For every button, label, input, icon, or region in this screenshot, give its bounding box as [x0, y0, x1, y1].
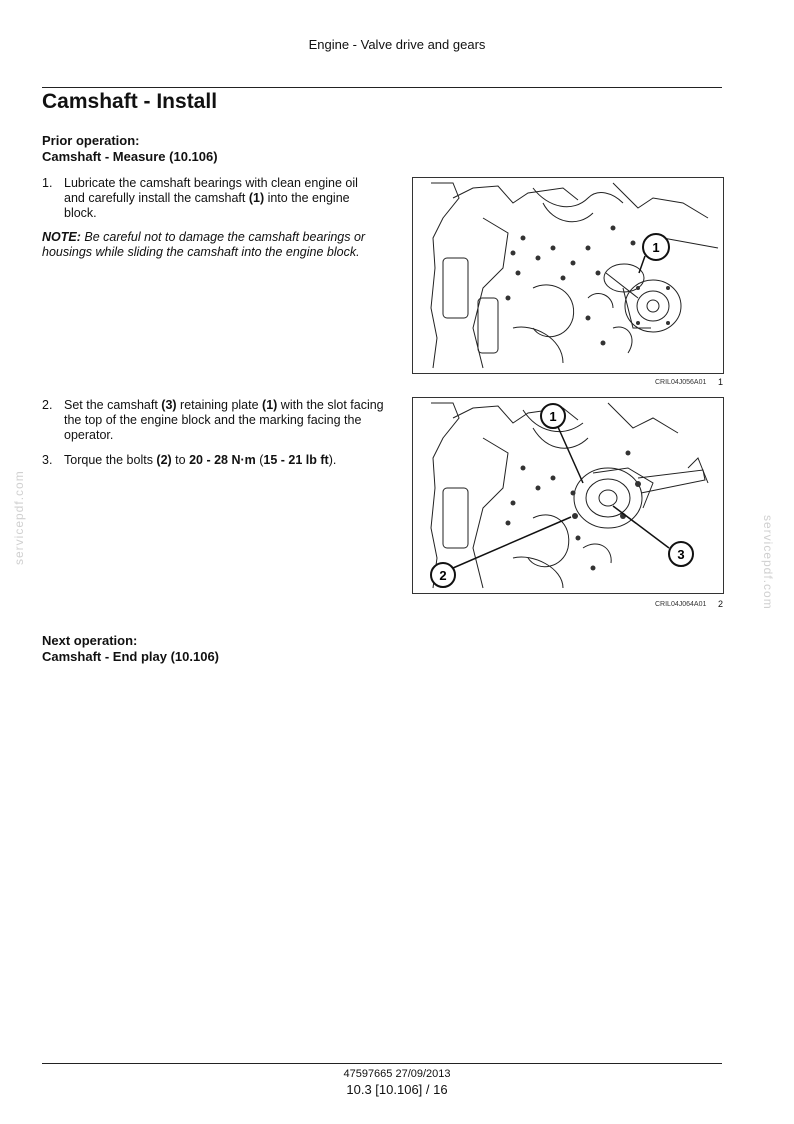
step-1 [42, 176, 382, 221]
next-operation-label: Next operation: [42, 633, 138, 648]
watermark-left: servicepdf.com [12, 470, 26, 565]
step-emphasis: (1) [248, 191, 265, 205]
next-operation-link[interactable]: Camshaft - End play (10.106) [42, 649, 219, 664]
step-text-run: ). [328, 453, 337, 467]
callout-1: 1 [652, 240, 660, 255]
note-text: Be careful not to damage the camshaft bearings or housings while sliding the camshaft into the engine block. [42, 230, 366, 259]
step-emphasis: (2) [156, 453, 172, 467]
step-text-run: Lubricate the camshaft bearings with clean engine oil and carefully install the camshaft [64, 176, 358, 205]
note-label: NOTE: [42, 230, 81, 244]
figure-2-code: CRIL04J064A01 [655, 601, 707, 608]
page-number: 10.3 [10.106] / 16 [346, 1082, 448, 1097]
step-text-run: ( [255, 453, 264, 467]
step-3 [42, 453, 387, 468]
callout-2: 2 [439, 568, 447, 583]
step-text-run: into the engine block. [64, 191, 350, 220]
step-text [64, 398, 387, 443]
step-text [64, 176, 382, 221]
figure-2-retaining-plate [412, 397, 724, 594]
step-number: 1. [42, 176, 53, 190]
prior-operation-label: Prior operation: [42, 133, 140, 148]
callout-3: 3 [677, 547, 685, 562]
running-header: Engine - Valve drive and gears [308, 37, 486, 52]
figure-1-code: CRIL04J056A01 [655, 379, 707, 386]
step-text-run: Set the camshaft [64, 398, 162, 412]
step-emphasis: (1) [262, 398, 278, 412]
step-number: 3. [42, 453, 53, 467]
step-emphasis: (3) [161, 398, 177, 412]
figure-1-number: 1 [718, 377, 724, 387]
engine-block-illustration [413, 398, 723, 593]
document-code: 47597665 27/09/2013 [343, 1068, 451, 1080]
note [42, 230, 387, 260]
step-text-run: to [171, 453, 190, 467]
step-2 [42, 398, 387, 443]
footer-rule [42, 1063, 722, 1064]
step-emphasis: 20 - 28 N·m [189, 453, 256, 467]
step-emphasis: 15 - 21 lb ft [263, 453, 329, 467]
engine-block-illustration [413, 178, 723, 373]
watermark-right: servicepdf.com [761, 515, 775, 610]
callout-1: 1 [549, 409, 557, 424]
page-title: Camshaft - Install [42, 90, 218, 113]
step-text-run: Torque the bolts [64, 453, 157, 467]
step-text [64, 453, 387, 468]
step-text-run: with the slot facing the top of the engine block and the marking facing the operator. [64, 398, 384, 442]
header-rule [42, 87, 722, 88]
step-text-run: retaining plate [176, 398, 263, 412]
figure-2-number: 2 [718, 599, 724, 609]
step-number: 2. [42, 398, 53, 412]
figure-1-camshaft-install [412, 177, 724, 374]
prior-operation-link[interactable]: Camshaft - Measure (10.106) [42, 149, 218, 164]
